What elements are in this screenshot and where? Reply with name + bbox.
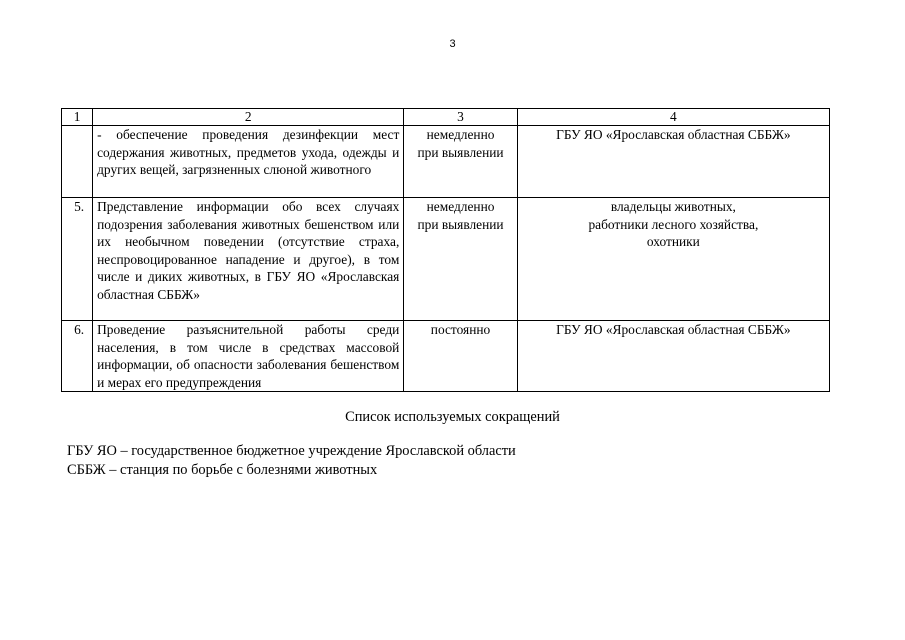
header-cell-3: 3	[404, 109, 517, 126]
table-header-row	[62, 109, 830, 126]
abbreviation-item: ГБУ ЯО – государственное бюджетное учреждение Ярославской области	[67, 443, 516, 459]
action-cell: Представление информации обо всех случаях подозрения заболевания животных бешенством или их необычном поведении (отсутствие страха, неспровоцированное нападение и другое), в том числе и диких животных, в ГБУ ЯО «Ярославская областная СББЖ»	[93, 198, 404, 321]
responsible-line: ГБУ ЯО «Ярославская областная СББЖ»	[556, 322, 791, 337]
table-row	[62, 321, 830, 392]
header-cell-1: 1	[62, 109, 93, 126]
responsible-cell	[517, 321, 829, 392]
responsible-line: охотники	[646, 234, 700, 249]
table-row	[62, 126, 830, 198]
row-number: 5.	[62, 198, 93, 321]
term-line: при выявлении	[417, 144, 504, 160]
term-cell	[404, 321, 517, 392]
abbreviations-list	[67, 442, 516, 479]
responsible-line: владельцы животных,	[610, 199, 736, 214]
header-cell-2: 2	[93, 109, 404, 126]
row-number: 6.	[62, 321, 93, 392]
term-line: постоянно	[430, 322, 491, 337]
measures-table	[61, 108, 830, 392]
term-cell	[404, 126, 517, 198]
term-line: при выявлении	[417, 216, 504, 232]
responsible-line: работники лесного хозяйства,	[588, 216, 759, 232]
term-line: немедленно	[426, 127, 495, 142]
responsible-cell	[517, 198, 829, 321]
action-cell: Проведение разъяснительной работы среди населения, в том числе в средствах массовой информации, об опасности заболевания бешенством и мерах его предупреждения	[93, 321, 404, 392]
responsible-cell	[517, 126, 829, 198]
term-cell	[404, 198, 517, 321]
abbreviation-item: СББЖ – станция по борьбе с болезнями животных	[67, 461, 378, 478]
term-line: немедленно	[426, 199, 495, 214]
table-row	[62, 198, 830, 321]
page-number: 3	[449, 38, 456, 50]
header-cell-4: 4	[517, 109, 829, 126]
action-cell: - обеспечение проведения дезинфекции мест содержания животных, предметов ухода, одежды и других вещей, загрязненных слюной животного	[93, 126, 404, 198]
responsible-line: ГБУ ЯО «Ярославская областная СББЖ»	[556, 127, 791, 142]
abbreviations-title: Список используемых сокращений	[345, 409, 560, 425]
row-number	[62, 126, 93, 198]
